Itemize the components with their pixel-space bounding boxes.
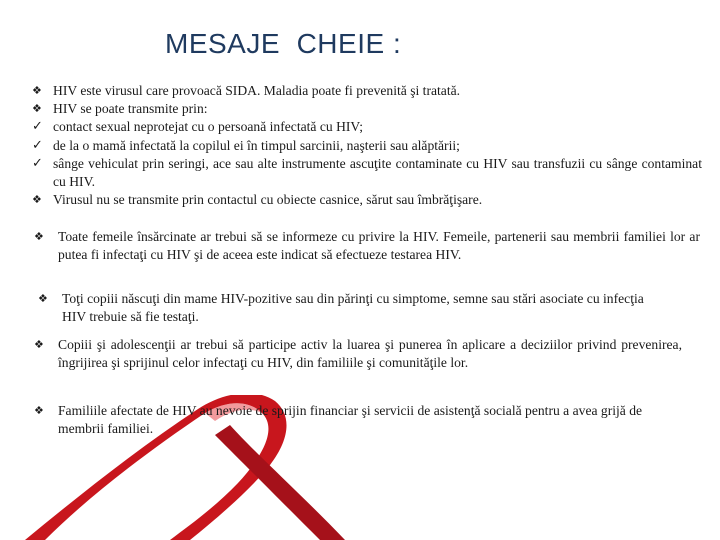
list-item — [32, 100, 702, 118]
key-message — [34, 402, 690, 438]
key-message — [34, 336, 682, 372]
diamond-bullet-icon: ❖ — [34, 404, 44, 417]
page-title: MESAJE CHEIE : — [165, 28, 402, 59]
list-item — [32, 191, 702, 209]
list-item — [32, 118, 702, 136]
diamond-bullet-icon: ❖ — [32, 84, 42, 97]
key-message — [38, 290, 658, 326]
bullet-text: Virusul nu se transmite prin contactul cu obiecte casnice, sărut sau îmbrăţişare. — [53, 192, 483, 208]
list-item — [32, 82, 702, 100]
bullet-text: HIV este virusul care provoacă SIDA. Maladia poate fi prevenită şi tratată. — [53, 83, 461, 98]
bullet-text: contact sexual neprotejat cu o persoană infectată cu HIV; — [53, 119, 363, 135]
bullet-text: Copiii şi adolescenţii ar trebui să participe activ la luarea şi punerea în aplicare a deciziilor privind prevenirea, îngrijirea şi sprijinul celor infectaţi cu HIV, din familiile şi comunităţile lor. — [58, 337, 682, 371]
diamond-bullet-icon: ❖ — [32, 102, 42, 116]
list-item — [38, 290, 658, 326]
bullet-text: HIV se poate transmite prin: — [53, 101, 208, 117]
transmission-list — [32, 82, 702, 209]
diamond-bullet-icon: ❖ — [38, 292, 48, 305]
bullet-text: Toate femeile însărcinate ar trebui să se informeze cu privire la HIV. Femeile, partenerii sau membrii familiei lor ar putea fi infectaţi cu HIV şi de aceea este indicat să efectueze testarea HIV. — [58, 229, 700, 263]
list-item — [34, 402, 690, 438]
checkmark-bullet-icon: ✓ — [32, 119, 43, 135]
bullet-text: Toţi copiii născuţi din mame HIV-pozitive sau din părinţi cu simptome, semne sau stări asociate cu infecţia HIV trebuie să fie testaţi. — [62, 291, 644, 325]
diamond-bullet-icon: ❖ — [34, 230, 44, 243]
diamond-bullet-icon: ❖ — [32, 193, 42, 207]
list-item — [32, 155, 702, 191]
list-item — [32, 137, 702, 155]
checkmark-bullet-icon: ✓ — [32, 155, 43, 171]
list-item — [34, 228, 700, 264]
key-message — [34, 228, 700, 264]
bullet-text: sânge vehiculat prin seringi, ace sau alte instrumente ascuţite contaminate cu HIV sau transfuzii cu sânge contaminat cu HIV. — [53, 155, 702, 190]
list-item — [34, 336, 682, 372]
bullet-text: Familiile afectate de HIV au nevoie de sprijin financiar şi servicii de asistenţă socială pentru a avea grijă de membrii familiei. — [58, 403, 643, 437]
checkmark-bullet-icon: ✓ — [32, 137, 43, 153]
diamond-bullet-icon: ❖ — [34, 338, 44, 351]
bullet-text: de la o mamă infectată la copilul ei în timpul sarcinii, naşterii sau alăptării; — [53, 137, 460, 153]
